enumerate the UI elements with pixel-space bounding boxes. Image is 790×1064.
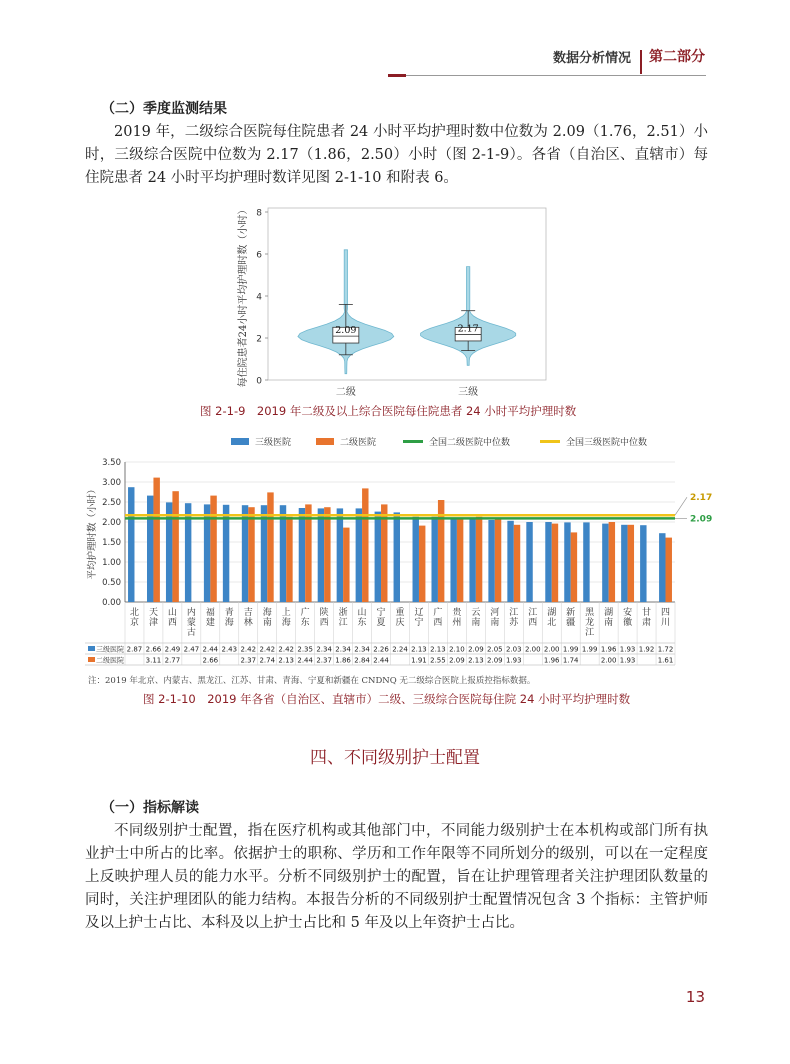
table-cell-tertiary: 2.35 [297, 645, 313, 654]
table-cell-secondary: 1.61 [657, 656, 674, 665]
bar-secondary [476, 517, 482, 602]
bar-category-label: 辽宁 [414, 608, 424, 628]
header-accent [388, 74, 406, 77]
bar-y-tick-label: 3.50 [102, 458, 121, 468]
bar-tertiary [526, 522, 532, 602]
bar-category-label: 甘肃 [642, 608, 652, 628]
bar-secondary [666, 538, 672, 602]
violin-y-tick-label: 2 [256, 334, 262, 345]
bar-tertiary [261, 505, 267, 602]
violin-y-tick-label: 4 [256, 292, 262, 303]
bar-chart-note: 注：2019 年北京、内蒙古、黑龙江、江苏、甘肃、青海、宁夏和新疆在 CNDNQ 无二级综合医院上报质控指标数据。 [88, 676, 536, 686]
bar-tertiary [242, 505, 248, 602]
bar-secondary [457, 518, 463, 602]
header-section-name: 数据分析情况 [552, 51, 631, 66]
median-callout-tertiary [675, 497, 687, 515]
bar-tertiary [280, 505, 286, 602]
table-cell-tertiary: 2.47 [183, 645, 200, 654]
table-cell-secondary: 2.44 [297, 656, 313, 665]
table-cell-tertiary: 2.66 [145, 645, 162, 654]
bar-category-label: 天津 [148, 608, 158, 628]
bar-category-label: 宁夏 [376, 608, 386, 628]
bar-tertiary [394, 512, 400, 602]
bar-category-label: 浙江 [338, 608, 348, 628]
table-row-label: 三级医院 [96, 645, 124, 654]
violin-median-label: 2.09 [335, 325, 357, 337]
table-cell-tertiary: 2.00 [524, 645, 541, 654]
table-cell-secondary: 2.77 [164, 656, 181, 665]
table-cell-secondary: 2.84 [354, 656, 370, 665]
violin-median-label: 2.17 [457, 323, 479, 335]
bar-tertiary [659, 533, 665, 602]
table-cell-secondary: 2.13 [278, 656, 295, 665]
table-cell-tertiary: 2.26 [373, 645, 389, 654]
bar-secondary [267, 492, 273, 602]
bar-tertiary [431, 517, 437, 602]
bar-category-label: 北京 [129, 608, 139, 628]
bar-category-label: 青海 [224, 608, 234, 628]
violin-y-tick-label: 6 [256, 250, 262, 261]
table-cell-secondary: 1.74 [562, 656, 579, 665]
table-cell-tertiary: 1.99 [562, 645, 579, 654]
table-cell-secondary: 2.66 [202, 656, 219, 665]
bar-secondary [248, 507, 254, 602]
bar-tertiary [337, 508, 343, 602]
violin-plot-frame [268, 208, 546, 380]
table-cell-tertiary: 2.87 [126, 645, 143, 654]
bar-category-label: 上海 [281, 608, 291, 628]
bar-tertiary [375, 512, 381, 602]
legend-swatch [316, 438, 334, 445]
caption-figure-2-1-10: 图 2-1-10 2019 年各省（自治区、直辖市）二级、三级综合医院每住院 24 小时平均护理时数 [143, 692, 631, 706]
header-divider-bar [640, 50, 642, 74]
bar-category-label: 湖南 [604, 608, 614, 628]
table-cell-tertiary: 2.42 [259, 645, 276, 654]
paragraph-indicator: 不同级别护士配置，指在医疗机构或其他部门中，不同能力级别护士在本机构或部门所有执业护士中所占的比率。依据护士的职称、学历和工作年限等不同所划分的级别，可以在一定程度上反映护理人员的能力水平。分析不同级别护士的配置，旨在让护理管理者关注护理团队数量的同时，关注护理团队的能力结构。本报告分析的不同级别护士配置情况包含 3 个指标：主管护师及以上护士占比、本科及以上护士占比和 5 年及以上年资护士占比。 [85, 823, 708, 931]
page-number: 13 [685, 988, 705, 1006]
table-cell-tertiary: 2.34 [354, 645, 370, 654]
bar-category-label: 山西 [167, 608, 177, 628]
violin-y-tick-label: 8 [256, 208, 262, 219]
bar-category-label: 海南 [262, 608, 272, 628]
table-cell-secondary: 1.96 [543, 656, 560, 665]
bar-category-label: 吉林 [243, 608, 253, 628]
bar-secondary [362, 488, 368, 602]
legend-label: 全国二级医院中位数 [429, 438, 511, 448]
bar-category-label: 贵州 [452, 608, 462, 628]
bar-category-label: 四川 [661, 608, 671, 628]
bar-category-label: 重庆 [395, 608, 405, 628]
bar-category-label: 江苏 [509, 608, 519, 628]
table-cell-secondary: 2.74 [259, 656, 276, 665]
legend-label: 三级医院 [255, 438, 292, 448]
table-cell-tertiary: 1.93 [619, 645, 636, 654]
bar-tertiary [147, 496, 153, 602]
header-rule [388, 75, 706, 76]
bar-tertiary [507, 521, 513, 602]
bar-category-label: 黑龙江 [585, 608, 595, 638]
bar-category-label: 新疆 [566, 608, 576, 628]
table-cell-tertiary: 1.96 [600, 645, 617, 654]
table-cell-tertiary: 2.13 [430, 645, 446, 654]
median-label-tertiary: 2.17 [690, 493, 713, 504]
table-cell-secondary: 2.00 [600, 656, 617, 665]
table-cell-secondary: 1.91 [411, 656, 427, 665]
bar-secondary [343, 528, 349, 602]
bar-category-label: 云南 [471, 608, 481, 628]
bar-y-tick-label: 0.50 [102, 578, 121, 588]
bar-tertiary [128, 487, 134, 602]
table-cell-secondary: 2.37 [240, 656, 257, 665]
bar-secondary [153, 478, 159, 602]
violin-category-label: 二级 [335, 387, 356, 398]
table-cell-secondary: 2.13 [468, 656, 484, 665]
bar-y-axis-label: 平均护理时数（小时） [87, 484, 98, 580]
table-cell-tertiary: 2.09 [468, 645, 484, 654]
bar-secondary [514, 525, 520, 602]
bar-y-tick-label: 2.50 [102, 498, 121, 508]
bar-y-tick-label: 0.00 [102, 598, 121, 608]
bar-tertiary [488, 520, 494, 602]
table-cell-secondary: 1.86 [335, 656, 351, 665]
legend-swatch [231, 438, 249, 445]
table-cell-tertiary: 2.10 [449, 645, 465, 654]
bar-tertiary [356, 508, 362, 602]
bar-category-label: 广西 [433, 608, 443, 628]
table-cell-tertiary: 2.49 [164, 645, 181, 654]
bar-secondary [628, 525, 634, 602]
section-heading-indicator: （一）指标解读 [101, 800, 199, 816]
bar-tertiary [450, 518, 456, 602]
table-cell-tertiary: 1.99 [581, 645, 598, 654]
table-cell-tertiary: 2.03 [505, 645, 522, 654]
table-cell-tertiary: 2.42 [278, 645, 295, 654]
violin-y-tick-label: 0 [256, 376, 262, 387]
table-cell-secondary: 3.11 [145, 656, 162, 665]
bar-tertiary [640, 525, 646, 602]
table-cell-tertiary: 2.00 [543, 645, 560, 654]
table-cell-tertiary: 1.92 [638, 645, 655, 654]
table-cell-tertiary: 2.05 [487, 645, 503, 654]
legend-label: 全国三级医院中位数 [566, 438, 648, 448]
bar-secondary [571, 532, 577, 602]
table-cell-secondary: 2.09 [449, 656, 465, 665]
bar-category-label: 江西 [528, 608, 538, 628]
bar-tertiary [564, 522, 570, 602]
table-cell-secondary: 1.93 [619, 656, 636, 665]
bar-category-label: 山东 [357, 608, 367, 628]
bar-secondary [609, 522, 615, 602]
bar-y-tick-label: 1.50 [102, 538, 121, 548]
table-cell-secondary: 2.09 [487, 656, 503, 665]
violin-y-axis-label: 每住院患者24小时平均护理时数（小时） [238, 204, 249, 388]
table-cell-secondary: 2.37 [316, 656, 332, 665]
bar-secondary [172, 491, 178, 602]
bar-secondary [495, 518, 501, 602]
bar-secondary [552, 524, 558, 602]
bar-tertiary [545, 522, 551, 602]
table-row-swatch [88, 657, 95, 662]
bar-y-tick-label: 1.00 [102, 558, 121, 568]
table-cell-tertiary: 2.44 [202, 645, 219, 654]
bar-category-label: 湖北 [547, 608, 557, 628]
table-cell-tertiary: 2.42 [240, 645, 257, 654]
bar-chart [85, 430, 715, 674]
paragraph-quarterly: 2019 年，二级综合医院每住院患者 24 小时平均护理时数中位数为 2.09（1.76，2.51）小时，三级综合医院中位数为 2.17（1.86，2.50）小时（图 2-1-9）。各省（自治区、直辖市）每住院患者 24 小时平均护理时数详见图 2-1-10 和附表 6。 [85, 124, 708, 186]
median-label-secondary: 2.09 [690, 514, 713, 525]
header-part-name: 第二部分 [649, 49, 705, 65]
bar-y-tick-label: 2.00 [102, 518, 121, 528]
bar-category-label: 河南 [490, 608, 500, 628]
bar-y-tick-label: 3.00 [102, 478, 121, 488]
table-cell-secondary: 2.55 [430, 656, 446, 665]
bar-secondary [210, 496, 216, 602]
running-header [553, 46, 705, 68]
violin-chart [228, 198, 560, 400]
section-title-nurse-staffing: 四、不同级别护士配置 [310, 748, 480, 768]
bar-category-label: 福建 [205, 608, 215, 628]
table-cell-tertiary: 2.24 [392, 645, 408, 654]
table-cell-tertiary: 1.72 [657, 645, 674, 654]
violin-category-label: 三级 [458, 387, 479, 398]
bar-tertiary [621, 525, 627, 602]
bar-secondary [324, 507, 330, 602]
bar-category-label: 陕西 [319, 608, 329, 628]
table-cell-secondary: 2.44 [373, 656, 389, 665]
legend-label: 二级医院 [340, 438, 377, 448]
bar-tertiary [413, 517, 419, 602]
table-row-swatch [88, 646, 95, 651]
bar-tertiary [469, 518, 475, 602]
bar-category-label: 广东 [300, 608, 310, 628]
caption-figure-2-1-9: 图 2-1-9 2019 年二级及以上综合医院每住院患者 24 小时平均护理时数 [200, 404, 577, 418]
bar-secondary [419, 526, 425, 602]
table-cell-tertiary: 2.13 [411, 645, 427, 654]
table-cell-tertiary: 2.43 [221, 645, 238, 654]
bar-tertiary [299, 508, 305, 602]
bar-category-label: 内蒙古 [186, 608, 196, 638]
section-heading-quarterly: （二）季度监测结果 [101, 101, 227, 117]
bar-tertiary [318, 508, 324, 602]
table-cell-tertiary: 2.34 [316, 645, 332, 654]
table-cell-tertiary: 2.34 [335, 645, 351, 654]
table-row-label: 二级医院 [96, 656, 124, 665]
bar-secondary [286, 517, 292, 602]
bar-category-label: 安徽 [623, 608, 633, 628]
table-cell-secondary: 1.93 [505, 656, 522, 665]
bar-tertiary [583, 522, 589, 602]
bar-tertiary [602, 524, 608, 602]
